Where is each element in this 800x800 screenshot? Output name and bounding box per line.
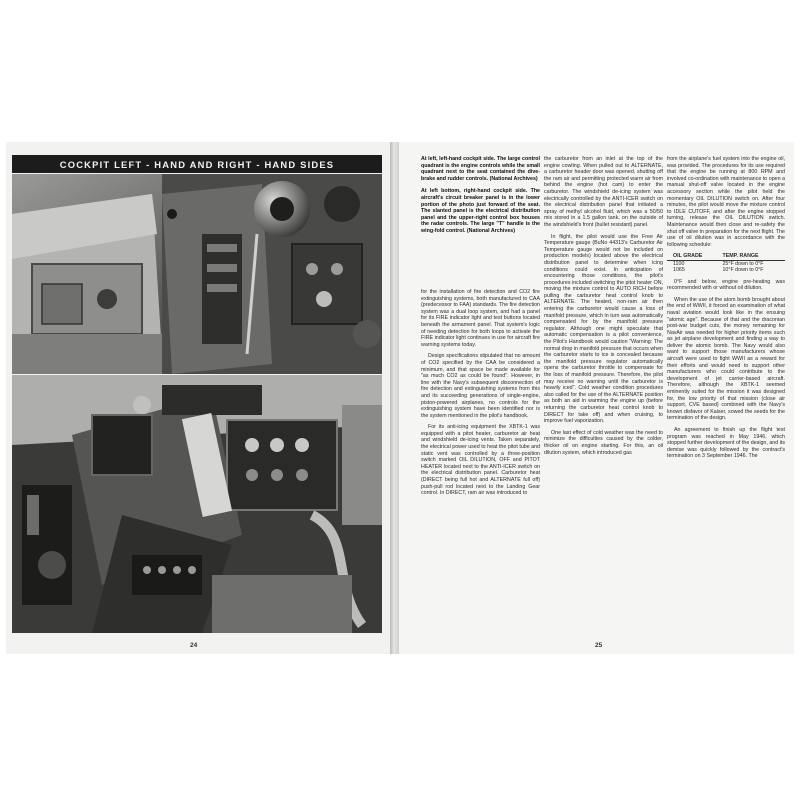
caption-bottom: At left bottom, right-hand cockpit side. The aircraft's circuit breaker panel is in the lower portion of the photo just forward of the seat. The slanted panel is the electrical distribution panel and the upper-right control box houses the radar controls. The large "T" handle is the wing-fold control. (National Archives): [421, 188, 540, 234]
paragraph: 0°F and below, engine pre-heating was recommended with or without oil dilution.: [667, 278, 785, 292]
photo-captions: [421, 156, 540, 282]
cockpit-left-photo-graphic: [12, 174, 382, 374]
text-column-3: [667, 156, 785, 640]
paragraph: Design specifications stipulated that no amount of CO2 specified by the CAA be considered a minimum, and that space be made available for "as much CO2 as could be found". However, in line with the Navy's subsequent disconnection of fire detection and extinguishing systems from this and its succeeding generations of single-engine, piston-powered airplanes, no controls for the extinguishing system have been identified nor is the system mentioned in the pilot's handbook.: [421, 353, 540, 419]
paragraph: An agreement to finish up the flight test program was reached in May 1946, which stopped further development of the design, and its demise was quickly followed by the contract's termination on 3 September 1946. The: [667, 427, 785, 460]
table-header-cell: OIL GRADE: [667, 253, 720, 260]
table-cell: 25°F down to 0°F: [722, 260, 764, 267]
book-gutter: [390, 142, 399, 654]
page-banner: COCKPIT LEFT - HAND AND RIGHT - HAND SIDES: [12, 155, 382, 173]
right-page: [399, 142, 794, 654]
paragraph: In flight, the pilot would use the Free Air Temperature gauge (BuNo 44313's Carburetor Air Temperature gauge would not be included on production models) located above the electrical distribution panel to determine when icing conditions could exist. In anticipation of encountering those conditions, the pilot's procedures included switching the pitot heater ON, moving the mixture control to AUTO RICH before pulling the carburetor heat control knob to ALTERNATE. The heated, non-ram air then entering the carburetor would cause a loss of manifold pressure, which in turn was automatically compensated for by the manifold pressure regulator. Although one might speculate that automatic compensation is a pilot convenience, the Pilot's Handbook would caution "Warning: The normal drop in manifold pressure that occurs when the carburetor starts to ice is concealed because the manifold pressure regulator automatically opens the carburetor throttle to compensate for the loss of manifold pressure. Therefore, the pilot may receive no warning until the carburetor is heavily iced". Cold weather condition procedures also called for the use of the ALTERNATE position as both an aid in warming the engine up (before returning the carburetor heat control knob to DIRECT for take off) and when cruising, to improve fuel vaporization.: [544, 233, 663, 425]
book-spread: [6, 142, 794, 654]
paragraph: One last effect of cold weather was the need to minimize the difficulties caused by the colder, thicker oil on engine starting. For this, an oil dilution system, which introduced gas: [544, 429, 663, 456]
left-page: [6, 142, 390, 654]
paragraph: for the installation of fire detection and CO2 fire extinguishing systems, both manufactured to CAA (predecessor to FAA) standards. The fire detection system was a dual loop system, and had a panel for its FIRE indicator light and test buttons located beneath the armament panel. That system's logic of needing detection for both loops to activate the FIRE indicator light continues in use for aircraft fire warning systems today.: [421, 289, 540, 348]
caption-top: At left, left-hand cockpit side. The large control quadrant is the engine controls while the small quadrant next to the seat contained the dive-brake and rudder controls. (National Archives): [421, 156, 540, 182]
table-cell: 1065: [673, 267, 685, 274]
text-column-2: [544, 156, 663, 640]
page-number-left: 24: [190, 642, 198, 649]
table-row: [667, 267, 785, 273]
table-cell: 10°F down to 0°F: [722, 267, 764, 274]
paragraph: from the airplane's fuel system into the engine oil, was provided. The procedures for its use required that the engine be running at 800 RPM and involved co-ordination with maintenance to open a manual shut-off valve located in the engine accessory section while the pilot held the momentary OIL DILUTION switch on. After four minutes, the pilot would move the mixture control to IDLE CUTOFF, and after the engine stopped turning, release the OIL DILUTION switch. Maintenance would then close and re-safety the shut off valve in preparation for the next flight. The use of oil dilution was in accordance with the following schedule:: [667, 156, 785, 248]
cockpit-right-photo: [12, 375, 382, 633]
table-header-row: [667, 253, 785, 260]
paragraph: the carburetor from an inlet at the top of the engine cowling. When pulled out to ALTERNATE, a carburetor header door was opened, shutting off the ram air and permitting protected warm air from behind the engine (hot cam) to enter the carburetor. The windshield de-icing system was electrically controlled by the ANTI-ICER switch on the electrical distribution panel that initiated a spray of methyl alcohol fluid, which was a 50/50 mix stored in a 1.5 gallon tank, on the outside of the windshield's front (bullet resistant) panel.: [544, 156, 663, 228]
cockpit-left-photo: [12, 174, 382, 374]
oil-dilution-table: [667, 253, 785, 273]
paragraph: When the use of the atom bomb brought about the end of WWII, it forced an examination of what naval aviation would look like in the ensuing "atomic age". Because of that and the draconian post-war budget cuts, the money remaining for NavAir was needed for higher priority items such as jet airplane development and finding a way to deliver the atomic bomb. The Navy would also want to support those manufacturers whose aircraft were used to fight WWII as a reward for their efforts and would need to support other manufacturers who could contribute to the development of jet carrier-based aircraft. Therefore, although the XBTK-1 seemed eminently suited for the mission it was designed for, the low priority of that mission (close air support, CVE based) combined with the Navy's known disfavor of Kaiser, sowed the seeds for the termination of the design.: [667, 296, 785, 422]
table-row: [667, 260, 785, 267]
table-cell: 1100: [673, 260, 685, 267]
cockpit-right-photo-graphic: [12, 375, 382, 633]
table-header-cell: TEMP. RANGE: [720, 253, 785, 260]
paragraph: For its anti-icing equipment the XBTK-1 was equipped with a pitot heater, carburetor air heat and windshield de-icing vents. Taken separately, the electrical power used to heat the pitot tube and static vent was controlled by a three-position switch marked OIL DILUTION, OFF and PITOT HEATER located next to the ANTI-ICER switch on the electrical distribution panel. Carburetor heat (DIRECT being full hot and ALTERNATE full off) push-pull rod located next to the Landing Gear control. In DIRECT, ram air was introduced to: [421, 424, 540, 497]
page-number-right: 25: [595, 642, 603, 649]
text-column-1: [421, 289, 540, 639]
